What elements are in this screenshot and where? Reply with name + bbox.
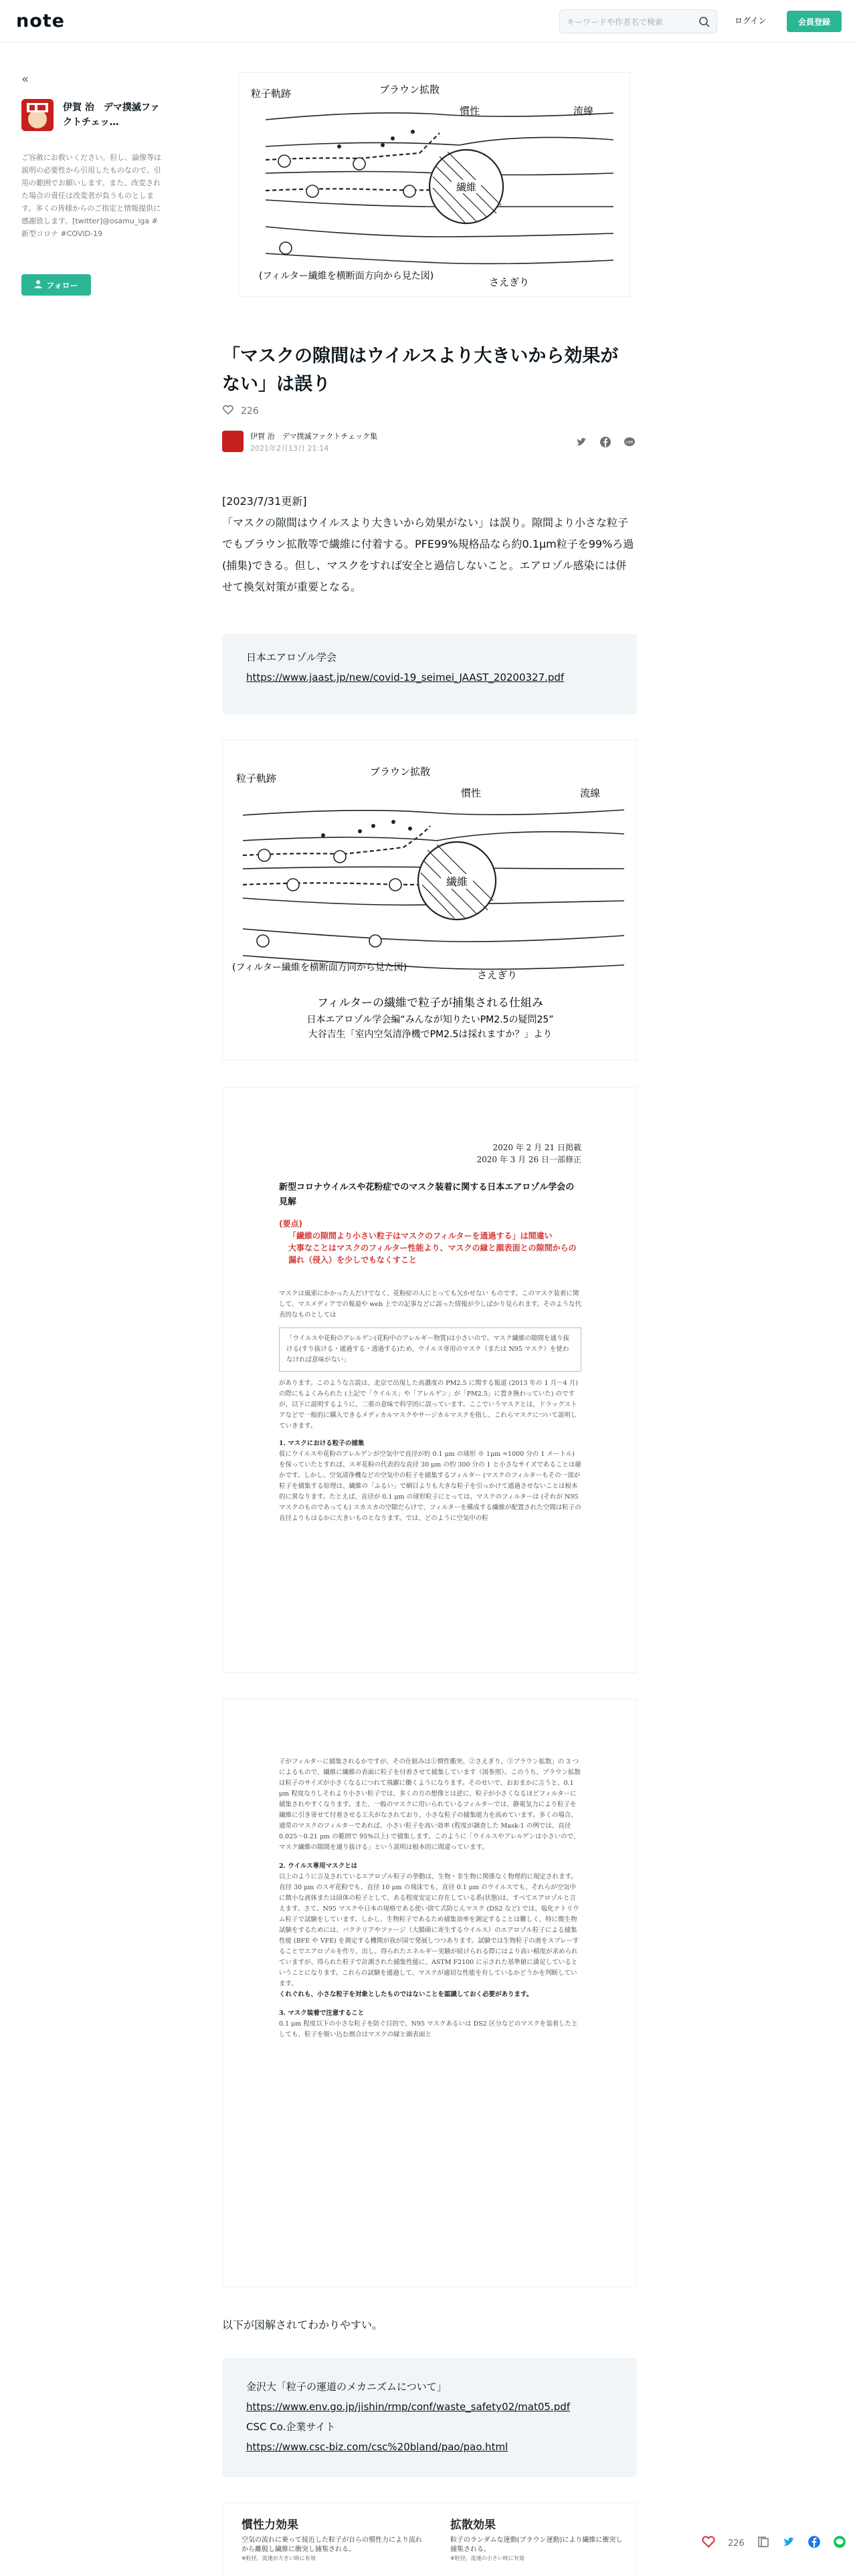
source-name-1: 金沢大「粒子の運道のメカニズムについて」 <box>246 2381 447 2393</box>
doc-point-2: 大事なことはマスクのフィルター性能より、マスクの縁と顔表面との隙間からの漏れ（侵入）を少しでもなくすこと <box>288 1243 577 1265</box>
fiber-label: 繊維 <box>456 181 477 193</box>
follow-label: フォロー <box>46 280 78 290</box>
share-icons <box>574 435 637 449</box>
filter-diagram-top <box>238 72 630 297</box>
cross-section-label: (フィルター繊維を横断面方向から見た図) <box>259 271 434 282</box>
person-plus-icon <box>34 280 43 291</box>
author-avatar[interactable] <box>222 431 244 452</box>
figure-caption-2: 日本エアロゾル学会編“みんなが知りたいPM2.5の疑問25” <box>306 1014 554 1025</box>
search-box[interactable] <box>559 9 717 33</box>
search-icon[interactable] <box>698 15 711 29</box>
flow-label: 流線 <box>573 105 594 117</box>
figure-caption-3: 大谷吉生「室内空気清浄機でPM2.5は採れますか？」より <box>308 1029 553 1040</box>
jaast-statement-page-2 <box>222 1699 637 2287</box>
author-name[interactable]: 伊賀 治 デマ撲滅ファクトチェック集 <box>250 432 377 441</box>
diffusion-effect-title: 拡散効果 <box>450 2518 496 2532</box>
doc-para-1: マスクは風邪にかかった人だけでなく、花粉症の人にとっても欠かせない ものです。このマスク装着に関して、マスメディアでの報道や web 上での記事などに誤った情報が少しばかり見られます。そのような代表的なものとしては <box>279 1290 581 1319</box>
creator-name[interactable]: 伊賀 治 デマ撲滅ファクトチェッ… <box>63 102 160 128</box>
collapse-sidebar-icon[interactable]: « <box>21 72 29 86</box>
doc-point-1: 「繊維の隙間より小さい粒子はマスクのフィルターを通過する」は間違い <box>288 1231 553 1241</box>
doc-para-3: 仮にウイルスや花粉のアレルゲンが空気中で直径が約 0.1 μm の球形 ※ 1μm =1000 分の 1 メートル) を保っていたとすれば、スギ花粉の代表的な直径 30 μm の約 300 分の 1 と小さなサイズであることは確かです。しかし、空気清浄機などの空気中の粒子を捕集するフィルター (マスクのフィルターもその一部が粒子を捕集する原理は、繊維の「ふるい」で網目よりも大きな粒子を引っかけて通過させないことは根本的に異なります。たとえば、直径が 0.1 μm の球形粒子にとっては、マスクのフィルターは (それが N95 マスクのものであっても) スカスカの空隙だらけで、フィルターを構成する繊維が配置された空間は粒子の直径よりもはるかに大きいものとなります。では、どのように空気中の粒 <box>279 1451 581 1522</box>
line-icon[interactable] <box>622 435 637 449</box>
doc2-section-2: 2. ウイルス専用マスクとは <box>279 1862 358 1870</box>
search-input[interactable] <box>567 15 694 29</box>
diffusion-effect-note: ※粒径、流速の小さい時に有効 <box>450 2555 524 2561</box>
source-name: 日本エアロゾル学会 <box>246 651 337 663</box>
top-navigation-bar <box>0 0 859 43</box>
creator-bio: ご容赦にお救いください。但し、論像等は説明の必要性から引用したものなので、引用の範囲でお願いします。また、改変された場合の責任は改変者が負うものとします。多くの皆様からのご指定と情報提供に感謝致します。[twitter]@osamu_iga #新型コロナ #COVID-19 <box>21 153 161 238</box>
particle-path-label-2: 粒子軌跡 <box>236 772 277 784</box>
particle-path-label: 粒子軌跡 <box>251 88 292 100</box>
doc2-para-2: 以上のように言及されているエアロゾル粒子の挙動は、生物・非生物に関係なく物理的に規定されます。直径 30 μm のスギ花粉でも、直径 10 μm の飛沫でも、直径 0.1 μm のウイルスでも、それらが空気中に微小な液体または固体の粒子として、ある程度安定に存在している系(状態)は、すべてエアロゾルと言えます。さて、N95 マスクや日本の規格である使い捨て式防じんマスク (DS2 など) では、塩化ナトリウム粒子で試験をしています。しかし、生物粒子であるため捕集効率を測定することは難しく、特に微生物試験をするためには、バクテリアやファージ（大腸菌に寄生するウイルス）のエアロゾル粒子による捕集性能 (BFE や VFE) を測定する機関が我が国で発展しつつあります。試験では生物粒子の液をスプレーすることでエアロゾルを作り、出し、得られたエネルギー実験が続けられる際にはより高い精度が求められていますが、得られた粒子で計測された捕集性能に、ASTM F2100 に示された基準値に満足しているということになります。これらの試験を通過して、マスクが適切な性能を有しているかどうかを判断しています。 <box>279 1873 579 1988</box>
fiber-label-2: 繊維 <box>446 875 468 888</box>
heart-icon[interactable] <box>222 404 234 419</box>
update-tag: [2023/7/31更新] <box>222 495 307 508</box>
bottom-facebook-icon[interactable] <box>807 2535 821 2551</box>
illustration-caption: 以下が図解されてわかりやすい。 <box>222 2319 383 2331</box>
doc-summary-label: (要点) <box>279 1219 302 1228</box>
brownian-label-2: ブラウン拡散 <box>370 766 431 778</box>
creator-avatar[interactable] <box>21 99 54 131</box>
source-link[interactable]: https://www.jaast.jp/new/covid-19_seimei_JAAST_20200327.pdf <box>246 671 565 683</box>
inertia-effect-title: 慣性力効果 <box>242 2518 298 2532</box>
doc-quote: 「ウイルスや花粉のアレルゲン(花粉中のアレルギー物質)は小さいので、マスク繊維の隙間を通り抜ける(すり抜ける・通過する・透過する)ため、ウイルス専用のマスク（または N95 マスク）を使わなければ意味がない」 <box>279 1327 581 1372</box>
doc-date-2: 2020 年 3 月 26 日一部修正 <box>476 1155 581 1164</box>
note-logo[interactable]: note <box>16 11 65 31</box>
signup-button[interactable]: 会員登録 <box>787 11 842 32</box>
interception-label-2: さえぎり <box>477 969 518 981</box>
inertia-label: 慣性 <box>460 105 480 117</box>
bottom-line-icon[interactable] <box>833 2535 846 2551</box>
follow-button[interactable] <box>21 274 91 296</box>
facebook-icon[interactable] <box>598 435 613 449</box>
capture-effects-figure <box>222 2502 637 2576</box>
source-link-2[interactable]: https://www.csc-biz.com/csc%20bland/pao/pao.html <box>246 2441 508 2453</box>
doc-section-1: 1. マスクにおける粒子の捕集 <box>279 1440 365 1447</box>
cross-section-label-2: (フィルター繊維を横断面方向から見た図) <box>232 962 407 973</box>
source-name-2: CSC Co.企業サイト <box>246 2421 336 2433</box>
twitter-icon[interactable] <box>574 435 589 449</box>
doc-date-1: 2020 年 2 月 21 日掲載 <box>492 1143 581 1152</box>
inertia-label-2: 慣性 <box>461 787 482 799</box>
interception-label: さえぎり <box>489 276 530 288</box>
bottom-like-count[interactable]: 226 <box>728 2538 745 2549</box>
jaast-statement-page-1 <box>222 1087 637 1673</box>
source-link-1[interactable]: https://www.env.go.jp/jishin/rmp/conf/waste_safety02/mat05.pdf <box>246 2401 571 2413</box>
publish-date: 2021年2月13日 21:14 <box>250 444 329 453</box>
lead-paragraph: 「マスクの隙間はウイルスより大きいから効果がない」は誤り。隙間より小さな粒子でもブラウン拡散等で繊維に付着する。PFE99%規格品なら約0.1μm粒子を99%ろ過(捕集)できる。但し、マスクをすれば安全と過信しないこと。エアロゾル感染には併せて換気対策が重要となる。 <box>222 516 634 593</box>
article-title: 「マスクの隙間はウイルスより大きいから効果がない」は誤り <box>222 346 619 395</box>
inertia-effect-note: ※粒径、流速が大きい時に有効 <box>242 2555 316 2561</box>
filter-mechanism-diagram <box>239 73 631 298</box>
doc-para-2: があります。このような言説は、北京で出現した高濃度の PM2.5 に関する報道 (2013 年の 1 月～4 月) の際にもよくみられた (上記で「ウイルス」や「アレルゲン」が「PM2.5」に置き換わっていた) のですが、以下に説明するように、二重の意味で科学的に誤っています。ここでいうマスクとは、ドラッグストアなどで一般的に購入できるメディカルマスクやサージカルマスクを指し、これらマスクについて説明していきます。 <box>279 1380 578 1430</box>
flow-label-2: 流線 <box>580 787 601 799</box>
article-lead <box>222 491 637 598</box>
doc2-para-1: 子がフィルターに捕集されるかですが、その仕組みは①慣性衝突、②さえぎり、③ブラウン拡散」の 3 つによるもので、繊維に繊維の表面に粒子を付着させて捕集しています（図参照）。このうち、ブラウン拡散は粒子のサイズが小さくなるにつれて飛躍に働くようになります。そのせいで、おおまかに言うと、0.1 μm 程度なりしそれより小さい粒子では、多くの方の想像とは逆に、粒子が小さくなるほどフィルターに捕集されやすくなります。また、一般のマスクに用いられているフィルターでは、静電気力により粒子を繊維に引き寄せて付着させる工夫がなされており、小さな粒子の捕集能力を高めています。多くの場合、通常のマスクのフィルターであれば、小さい粒子を高い効率 (程度が調査した Mask-1 の例では、直径 0.025～0.21 μm の範囲で 95%以上) で捕集します。このように「ウイルスやアレルゲンは小さいので、マスク繊維の隙間を通り抜ける」という説明は根本的に間違っています。 <box>279 1758 581 1851</box>
figure-caption-1: フィルターの繊維で粒子が捕集される仕組み <box>317 996 543 1010</box>
brownian-label: ブラウン拡散 <box>379 84 440 96</box>
author-row <box>222 429 637 456</box>
inertia-effect-text: 空気の流れに乗って接近した粒子が自らの慣性力により流れから離脱し繊維に衝突し捕集される。 <box>242 2537 422 2553</box>
magazine-add-icon[interactable] <box>757 2535 770 2551</box>
like-row <box>222 404 259 419</box>
doc2-section-3: 3. マスク装着で注意すること <box>279 2010 365 2017</box>
like-count[interactable]: 226 <box>241 406 259 417</box>
reference-box-2 <box>222 2358 637 2477</box>
login-link[interactable]: ログイン <box>735 16 767 25</box>
bottom-twitter-icon[interactable] <box>782 2535 795 2551</box>
reference-box-1 <box>222 634 637 714</box>
doc-heading: 新型コロナウイルスや花粉症でのマスク装着に関する日本エアロゾル学会の見解 <box>279 1182 575 1207</box>
doc2-para-3: くれぐれも、小さな粒子を対象としたものではないことを認識しておく必要があります。 <box>279 1991 533 1998</box>
doc2-para-4: 0.1 μm 程度以下の小さな粒子を防ぐ目的で、N95 マスクあるいは DS2 区分などのマスクを装着したとしても、粒子を吸い込む割合はマスクの縁と顔表面と <box>279 2020 578 2038</box>
svg-text:LINE: LINE <box>626 441 634 445</box>
filter-diagram-figure <box>222 740 637 1061</box>
bottom-heart-icon[interactable] <box>701 2535 716 2552</box>
filter-mechanism-diagram-full <box>223 740 638 1061</box>
floating-action-bar <box>701 2535 846 2552</box>
diffusion-effect-text: 粒子のランダムな運動(ブラウン運動)により繊維に衝突し捕集される。 <box>450 2537 623 2553</box>
